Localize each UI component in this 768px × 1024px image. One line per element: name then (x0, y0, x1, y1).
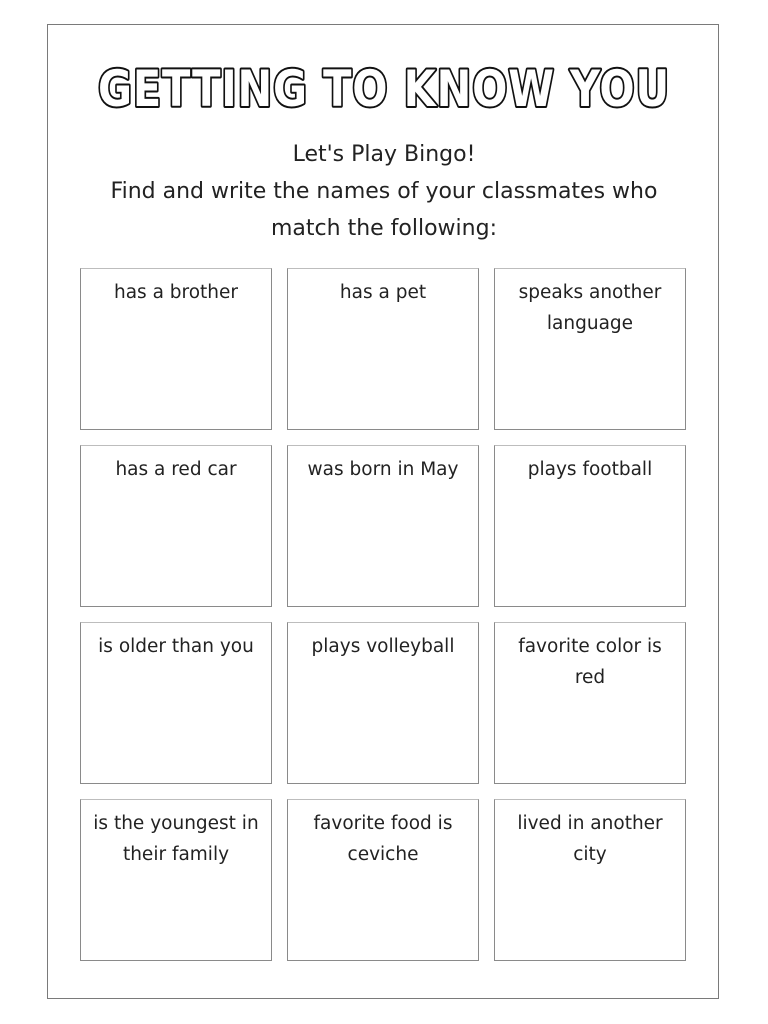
bingo-grid (80, 268, 686, 962)
bingo-cell-label: is the youngest in their family (93, 813, 259, 865)
instructions-line-3: match the following: (271, 216, 497, 241)
bingo-cell-favorite-food-ceviche[interactable] (287, 799, 479, 961)
instructions-line-2: Find and write the names of your classmates who (110, 179, 658, 204)
bingo-cell-label: has a red car (115, 459, 237, 480)
bingo-cell-label: favorite color is red (518, 636, 662, 688)
bingo-cell-label: was born in May (307, 459, 459, 480)
worksheet-title (0, 54, 768, 124)
bingo-cell-label: lived in another city (517, 813, 663, 865)
bingo-cell-favorite-color-red[interactable] (494, 622, 686, 784)
instructions-line-1: Let's Play Bingo! (292, 142, 476, 167)
bingo-cell-born-in-may[interactable] (287, 445, 479, 607)
bingo-cell-has-a-pet[interactable] (287, 268, 479, 430)
title-graphic (84, 54, 684, 124)
bingo-cell-label: plays volleyball (311, 636, 455, 657)
bingo-cell-older-than-you[interactable] (80, 622, 272, 784)
bingo-cell-lived-in-another-city[interactable] (494, 799, 686, 961)
bingo-cell-label: has a brother (113, 282, 239, 303)
bingo-cell-speaks-another-language[interactable] (494, 268, 686, 430)
bingo-cell-has-a-brother[interactable] (80, 268, 272, 430)
bingo-cell-plays-volleyball[interactable] (287, 622, 479, 784)
instructions (80, 136, 688, 247)
bingo-cell-label: has a pet (339, 282, 427, 303)
bingo-cell-label: favorite food is ceviche (313, 813, 453, 865)
bingo-cell-has-a-red-car[interactable] (80, 445, 272, 607)
title-text: GETTING TO KNOW YOU (98, 60, 670, 118)
bingo-cell-label: plays football (527, 459, 653, 480)
bingo-cell-label: speaks another language (518, 282, 662, 334)
bingo-cell-youngest-in-family[interactable] (80, 799, 272, 961)
bingo-cell-plays-football[interactable] (494, 445, 686, 607)
bingo-cell-label: is older than you (98, 636, 254, 657)
